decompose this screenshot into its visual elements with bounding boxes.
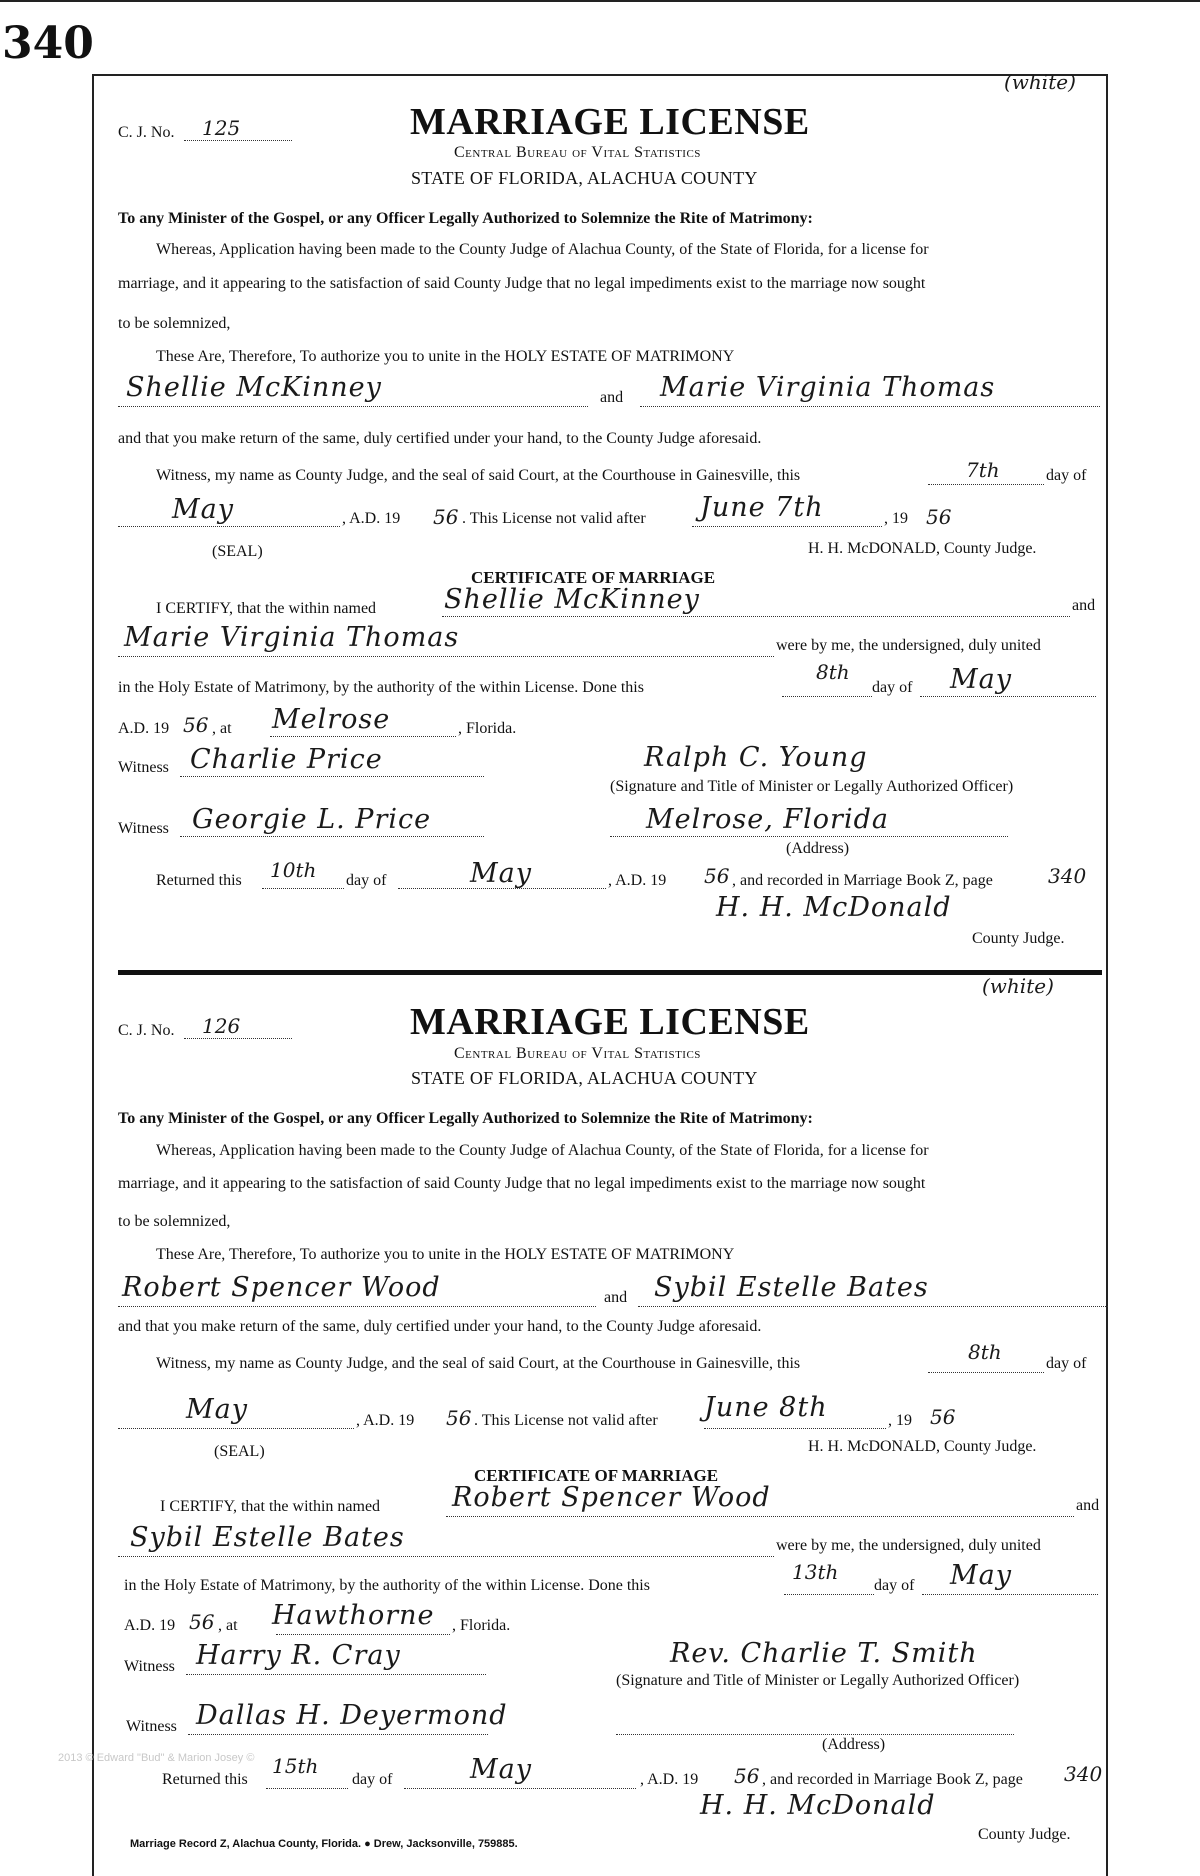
expiry-year-prefix: , 19: [884, 510, 908, 527]
done-month: May: [950, 664, 1012, 695]
state-county: STATE OF FLORIDA, ALACHUA COUNTY: [411, 168, 758, 188]
address-caption: (Address): [822, 1736, 886, 1753]
return-text: and that you make return of the same, duly certified under your hand, to the County Judge aforesaid.: [118, 1318, 762, 1335]
whereas-line-3: to be solemnized,: [118, 315, 231, 332]
expiry-year: 56: [926, 505, 952, 529]
page-number: 340: [2, 18, 94, 69]
expiry-date: June 8th: [704, 1392, 828, 1423]
witness-label-2: Witness: [126, 1718, 177, 1735]
recorded-text: , and recorded in Marriage Book Z, page: [762, 1771, 1023, 1788]
judge-signature: H. H. McDonald: [716, 892, 952, 923]
not-valid-text: . This License not valid after: [474, 1412, 658, 1429]
issue-year: 56: [433, 505, 459, 529]
copyright-watermark: 2013 © Edward "Bud" & Marion Josey ©: [58, 1752, 255, 1764]
ad-label-2: A.D. 19: [118, 720, 170, 737]
ad-label: , A.D. 19: [356, 1412, 415, 1429]
place: Melrose: [272, 704, 391, 735]
judge-signature-line: H. H. McDONALD, County Judge.: [808, 540, 1037, 557]
issue-day: 8th: [968, 1340, 1002, 1364]
cert-bride: Marie Virginia Thomas: [124, 622, 460, 653]
issue-month: May: [186, 1394, 248, 1425]
returned-day: 15th: [272, 1754, 319, 1778]
place: Hawthorne: [272, 1600, 435, 1631]
florida-text: , Florida.: [458, 720, 517, 737]
done-day-of: day of: [872, 679, 913, 696]
holy-estate-text: in the Holy Estate of Matrimony, by the authority of the within License. Done this: [124, 1577, 650, 1594]
returned-this: Returned this: [156, 872, 242, 889]
bride-name: Marie Virginia Thomas: [660, 372, 996, 403]
license-separator: [118, 970, 1102, 975]
book-page: 340: [1048, 864, 1087, 888]
recorded-text: , and recorded in Marriage Book Z, page: [732, 872, 993, 889]
race-note: (white): [982, 974, 1054, 998]
and-text: and: [600, 389, 624, 406]
address-caption: (Address): [786, 840, 850, 857]
license-title: MARRIAGE LICENSE: [410, 1001, 810, 1043]
judge-signature-line: H. H. McDONALD, County Judge.: [808, 1438, 1037, 1455]
officiant-signature: Rev. Charlie T. Smith: [670, 1638, 978, 1669]
returned-day-of: day of: [352, 1771, 393, 1788]
issue-day: 7th: [966, 458, 1000, 482]
cert-groom: Shellie McKinney: [444, 584, 700, 615]
cj-label: C. J. No.: [118, 124, 175, 141]
witness-label-1: Witness: [118, 759, 169, 776]
whereas-line-2: marriage, and it appearing to the satisfaction of said County Judge that no legal impediments exist to the marriage now sought: [118, 275, 926, 292]
were-by-me: were by me, the undersigned, duly united: [776, 637, 1041, 654]
ad-label-3: , A.D. 19: [608, 872, 667, 889]
ad-label-3: , A.D. 19: [640, 1771, 699, 1788]
whereas-line-3: to be solemnized,: [118, 1213, 231, 1230]
whereas-line-1: Whereas, Application having been made to the County Judge of Alachua County, of the State of Florida, for a license for: [156, 241, 929, 258]
seal: (SEAL): [212, 543, 263, 560]
done-day-of: day of: [874, 1577, 915, 1594]
ad-label: , A.D. 19: [342, 510, 401, 527]
witness-1: Charlie Price: [190, 744, 383, 775]
certify-text: I CERTIFY, that the within named: [160, 1498, 381, 1515]
cert-and: and: [1076, 1497, 1100, 1514]
race-note: (white): [1004, 70, 1076, 94]
at-text: , at: [218, 1617, 238, 1634]
signature-caption: (Signature and Title of Minister or Legally Authorized Officer): [610, 778, 1014, 795]
at-text: , at: [212, 720, 232, 737]
groom-name: Robert Spencer Wood: [122, 1272, 441, 1303]
cert-bride: Sybil Estelle Bates: [130, 1522, 405, 1553]
groom-name: Shellie McKinney: [126, 372, 382, 403]
cj-number: 126: [202, 1014, 241, 1038]
to-any-minister: To any Minister of the Gospel, or any Officer Legally Authorized to Solemnize the Rite of Matrimony:: [118, 1110, 813, 1127]
officiant-signature: Ralph C. Young: [644, 742, 868, 773]
cj-number: 125: [202, 116, 241, 140]
state-county: STATE OF FLORIDA, ALACHUA COUNTY: [411, 1068, 758, 1088]
these-are-therefore: These Are, Therefore, To authorize you to unite in the HOLY ESTATE OF MATRIMONY: [156, 1246, 735, 1263]
county-judge: County Judge.: [972, 930, 1065, 947]
certificate-title: CERTIFICATE OF MARRIAGE: [474, 1466, 719, 1485]
returned-month: May: [470, 1754, 532, 1785]
these-are-therefore: These Are, Therefore, To authorize you to unite in the HOLY ESTATE OF MATRIMONY: [156, 348, 735, 365]
return-text: and that you make return of the same, duly certified under your hand, to the County Judge aforesaid.: [118, 430, 762, 447]
certificate-title: CERTIFICATE OF MARRIAGE: [471, 568, 716, 587]
county-judge: County Judge.: [978, 1826, 1071, 1843]
cert-groom: Robert Spencer Wood: [452, 1482, 771, 1513]
top-border: [0, 0, 1200, 2]
witness-label-1: Witness: [124, 1658, 175, 1675]
record-frame: [92, 74, 1108, 1876]
florida-text: , Florida.: [452, 1617, 511, 1634]
issue-year: 56: [446, 1406, 472, 1430]
signature-caption: (Signature and Title of Minister or Legally Authorized Officer): [616, 1672, 1020, 1689]
holy-estate-text: in the Holy Estate of Matrimony, by the authority of the within License. Done this: [118, 679, 644, 696]
whereas-line-2: marriage, and it appearing to the satisfaction of said County Judge that no legal impediments exist to the marriage now sought: [118, 1175, 926, 1192]
returned-month: May: [470, 858, 532, 889]
returned-day: 10th: [270, 858, 317, 882]
done-year: 56: [183, 713, 209, 737]
bureau-name: Central Bureau of Vital Statistics: [454, 144, 701, 161]
witness-text: Witness, my name as County Judge, and the seal of said Court, at the Courthouse in Gainesville, this: [156, 1355, 801, 1372]
bride-name: Sybil Estelle Bates: [654, 1272, 929, 1303]
seal: (SEAL): [214, 1443, 265, 1460]
expiry-year-prefix: , 19: [888, 1412, 912, 1429]
day-of: day of: [1046, 1355, 1087, 1372]
bureau-name: Central Bureau of Vital Statistics: [454, 1045, 701, 1062]
witness-label-2: Witness: [118, 820, 169, 837]
certify-text: I CERTIFY, that the within named: [156, 600, 377, 617]
were-by-me: were by me, the undersigned, duly united: [776, 1537, 1041, 1554]
judge-signature: H. H. McDonald: [700, 1790, 936, 1821]
witness-2: Dallas H. Deyermond: [196, 1700, 508, 1731]
address: Melrose, Florida: [646, 804, 889, 835]
issue-month: May: [172, 494, 234, 525]
cj-label: C. J. No.: [118, 1022, 175, 1039]
footer-imprint: Marriage Record Z, Alachua County, Florida. ● Drew, Jacksonville, 759885.: [130, 1838, 518, 1850]
book-page: 340: [1064, 1762, 1103, 1786]
and-text: and: [604, 1289, 628, 1306]
not-valid-text: . This License not valid after: [462, 510, 646, 527]
witness-text: Witness, my name as County Judge, and the seal of said Court, at the Courthouse in Gainesville, this: [156, 467, 801, 484]
returned-year: 56: [734, 1764, 760, 1788]
day-of: day of: [1046, 467, 1087, 484]
expiry-year: 56: [930, 1405, 956, 1429]
license-title: MARRIAGE LICENSE: [410, 101, 810, 143]
whereas-line-1: Whereas, Application having been made to the County Judge of Alachua County, of the State of Florida, for a license for: [156, 1142, 929, 1159]
returned-this: Returned this: [162, 1771, 248, 1788]
returned-year: 56: [704, 864, 730, 888]
done-day: 13th: [792, 1560, 839, 1584]
expiry-date: June 7th: [700, 492, 824, 523]
witness-1: Harry R. Cray: [196, 1640, 401, 1671]
to-any-minister: To any Minister of the Gospel, or any Officer Legally Authorized to Solemnize the Rite of Matrimony:: [118, 210, 813, 227]
ad-label-2: A.D. 19: [124, 1617, 176, 1634]
witness-2: Georgie L. Price: [192, 804, 432, 835]
cert-and: and: [1072, 597, 1096, 614]
returned-day-of: day of: [346, 872, 387, 889]
done-year: 56: [189, 1610, 215, 1634]
done-day: 8th: [816, 660, 850, 684]
done-month: May: [950, 1560, 1012, 1591]
